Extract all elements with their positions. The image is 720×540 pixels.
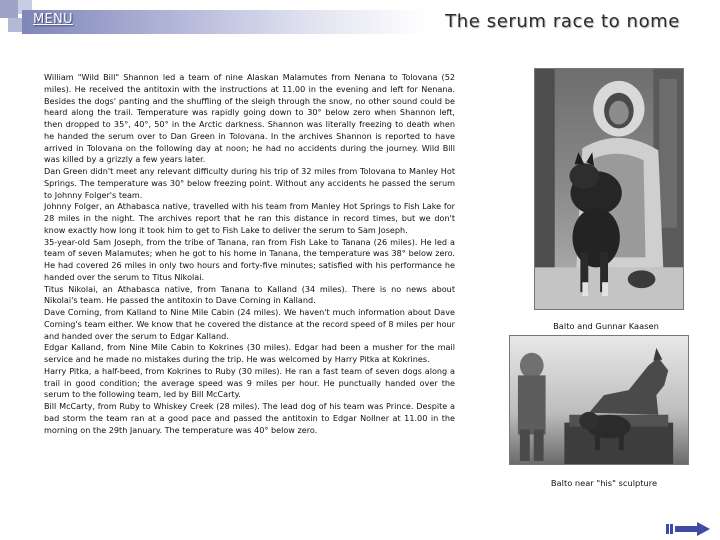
paragraph-mccarty: Bill McCarty, from Ruby to Whiskey Creek (28 miles). The lead dog of his team was Prince. Despite a bad storm the team ran at a good pace and passed the antitoxin to Edgar Nollner at 11.00 in the morning on the 29th January. The temperature was 40° below zero. xyxy=(44,401,455,435)
next-page-button[interactable] xyxy=(666,522,710,536)
paragraph-corning: Dave Corning, from Kalland to Nine Mile Cabin (24 miles). We haven't much information about Dave Corning's team either. We know that he covered the distance at the record speed of 8 miles per hour and handed over the serum to Edgar Kalland. xyxy=(44,307,455,341)
photo-balto-sculpture-image xyxy=(510,336,688,464)
paragraph-kalland: Edgar Kalland, from Nine Mile Cabin to Kokrines (30 miles). Edgar had been a musher for the mail service and he made no mistakes during the trip. He was welcomed by Harry Pitka at Kokrines. xyxy=(44,342,455,364)
paragraph-green: Dan Green didn't meet any relevant difficulty during his trip of 32 miles from Tolovana to Manley Hot Springs. The temperature was 30° below freezing point. Without any accidents he passed the serum to Johnny Folger's team. xyxy=(44,166,455,200)
paragraph-folger: Johnny Folger, an Athabasca native, travelled with his team from Manley Hot Springs to Fish Lake for 28 miles in the night. The archives report that he ran this distance in record times, but we don't know exactly how long it took him to get to Fish Lake to deliver the serum to Sam Joseph. xyxy=(44,201,455,235)
photo-balto-sculpture xyxy=(509,335,689,465)
photo-caption: Balto near "his" sculpture xyxy=(550,478,658,488)
decor-square xyxy=(8,18,22,32)
paragraph-shannon: William "Wild Bill" Shannon led a team of nine Alaskan Malamutes from Nenana to Tolovana (52 miles). He received the antitoxin with the instructions at 11.00 in the evening and left for Nenana. Besides the dogs' panting and the shuffling of the sleigh through the snow, no other sound could be heard along the trail. Temperature was rapidly going down to 30° below zero when Shannon left, then dropped to 35°, 40°, 50° in the Arctic darkness. Shannon was literally freezing to death when he handed the serum over to Dan Green in Tolovana. In the archives Shannon is reported to have arrived in Tolovana on the following day at noon; he had no accidents during the journey. Wild Bill was killed by a grizzly a few years later. xyxy=(44,72,455,165)
paragraph-nikolai: Titus Nikolai, an Athabasca native, from Tanana to Kalland (34 miles). There is no news about Nikolai's team. He passed the antitoxin to Dave Corning in Kalland. xyxy=(44,283,455,306)
paragraph-joseph: 35-year-old Sam Joseph, from the tribe of Tanana, ran from Fish Lake to Tanana (26 miles). He led a team of seven Malamutes; when he got to his home in Tanana, the temperature was 38° below zero. He had covered 26 miles in only two hours and forty-five minutes; satisfied with his performance he handed over the serum to Titus Nikolai. xyxy=(44,236,455,282)
menu-bar xyxy=(22,10,426,34)
decor-square xyxy=(0,0,18,18)
photo-caption: Balto and Gunnar Kaasen xyxy=(553,321,659,331)
page-title: The serum race to nome xyxy=(445,11,680,32)
photo-balto-kaasen-image xyxy=(535,69,683,309)
menu-link[interactable]: MENU xyxy=(33,12,73,27)
paragraph-pitka: Harry Pitka, a half-beed, from Kokrines to Ruby (30 miles). He ran a fast team of seven dogs along a trail in good condition; the average speed was 9 miles per hour. He punctually handed over the serum to the following team, led by Bill McCarty. xyxy=(44,365,455,400)
photo-balto-kaasen xyxy=(534,68,684,310)
next-arrow-icon xyxy=(666,522,710,536)
article-body xyxy=(44,72,455,436)
